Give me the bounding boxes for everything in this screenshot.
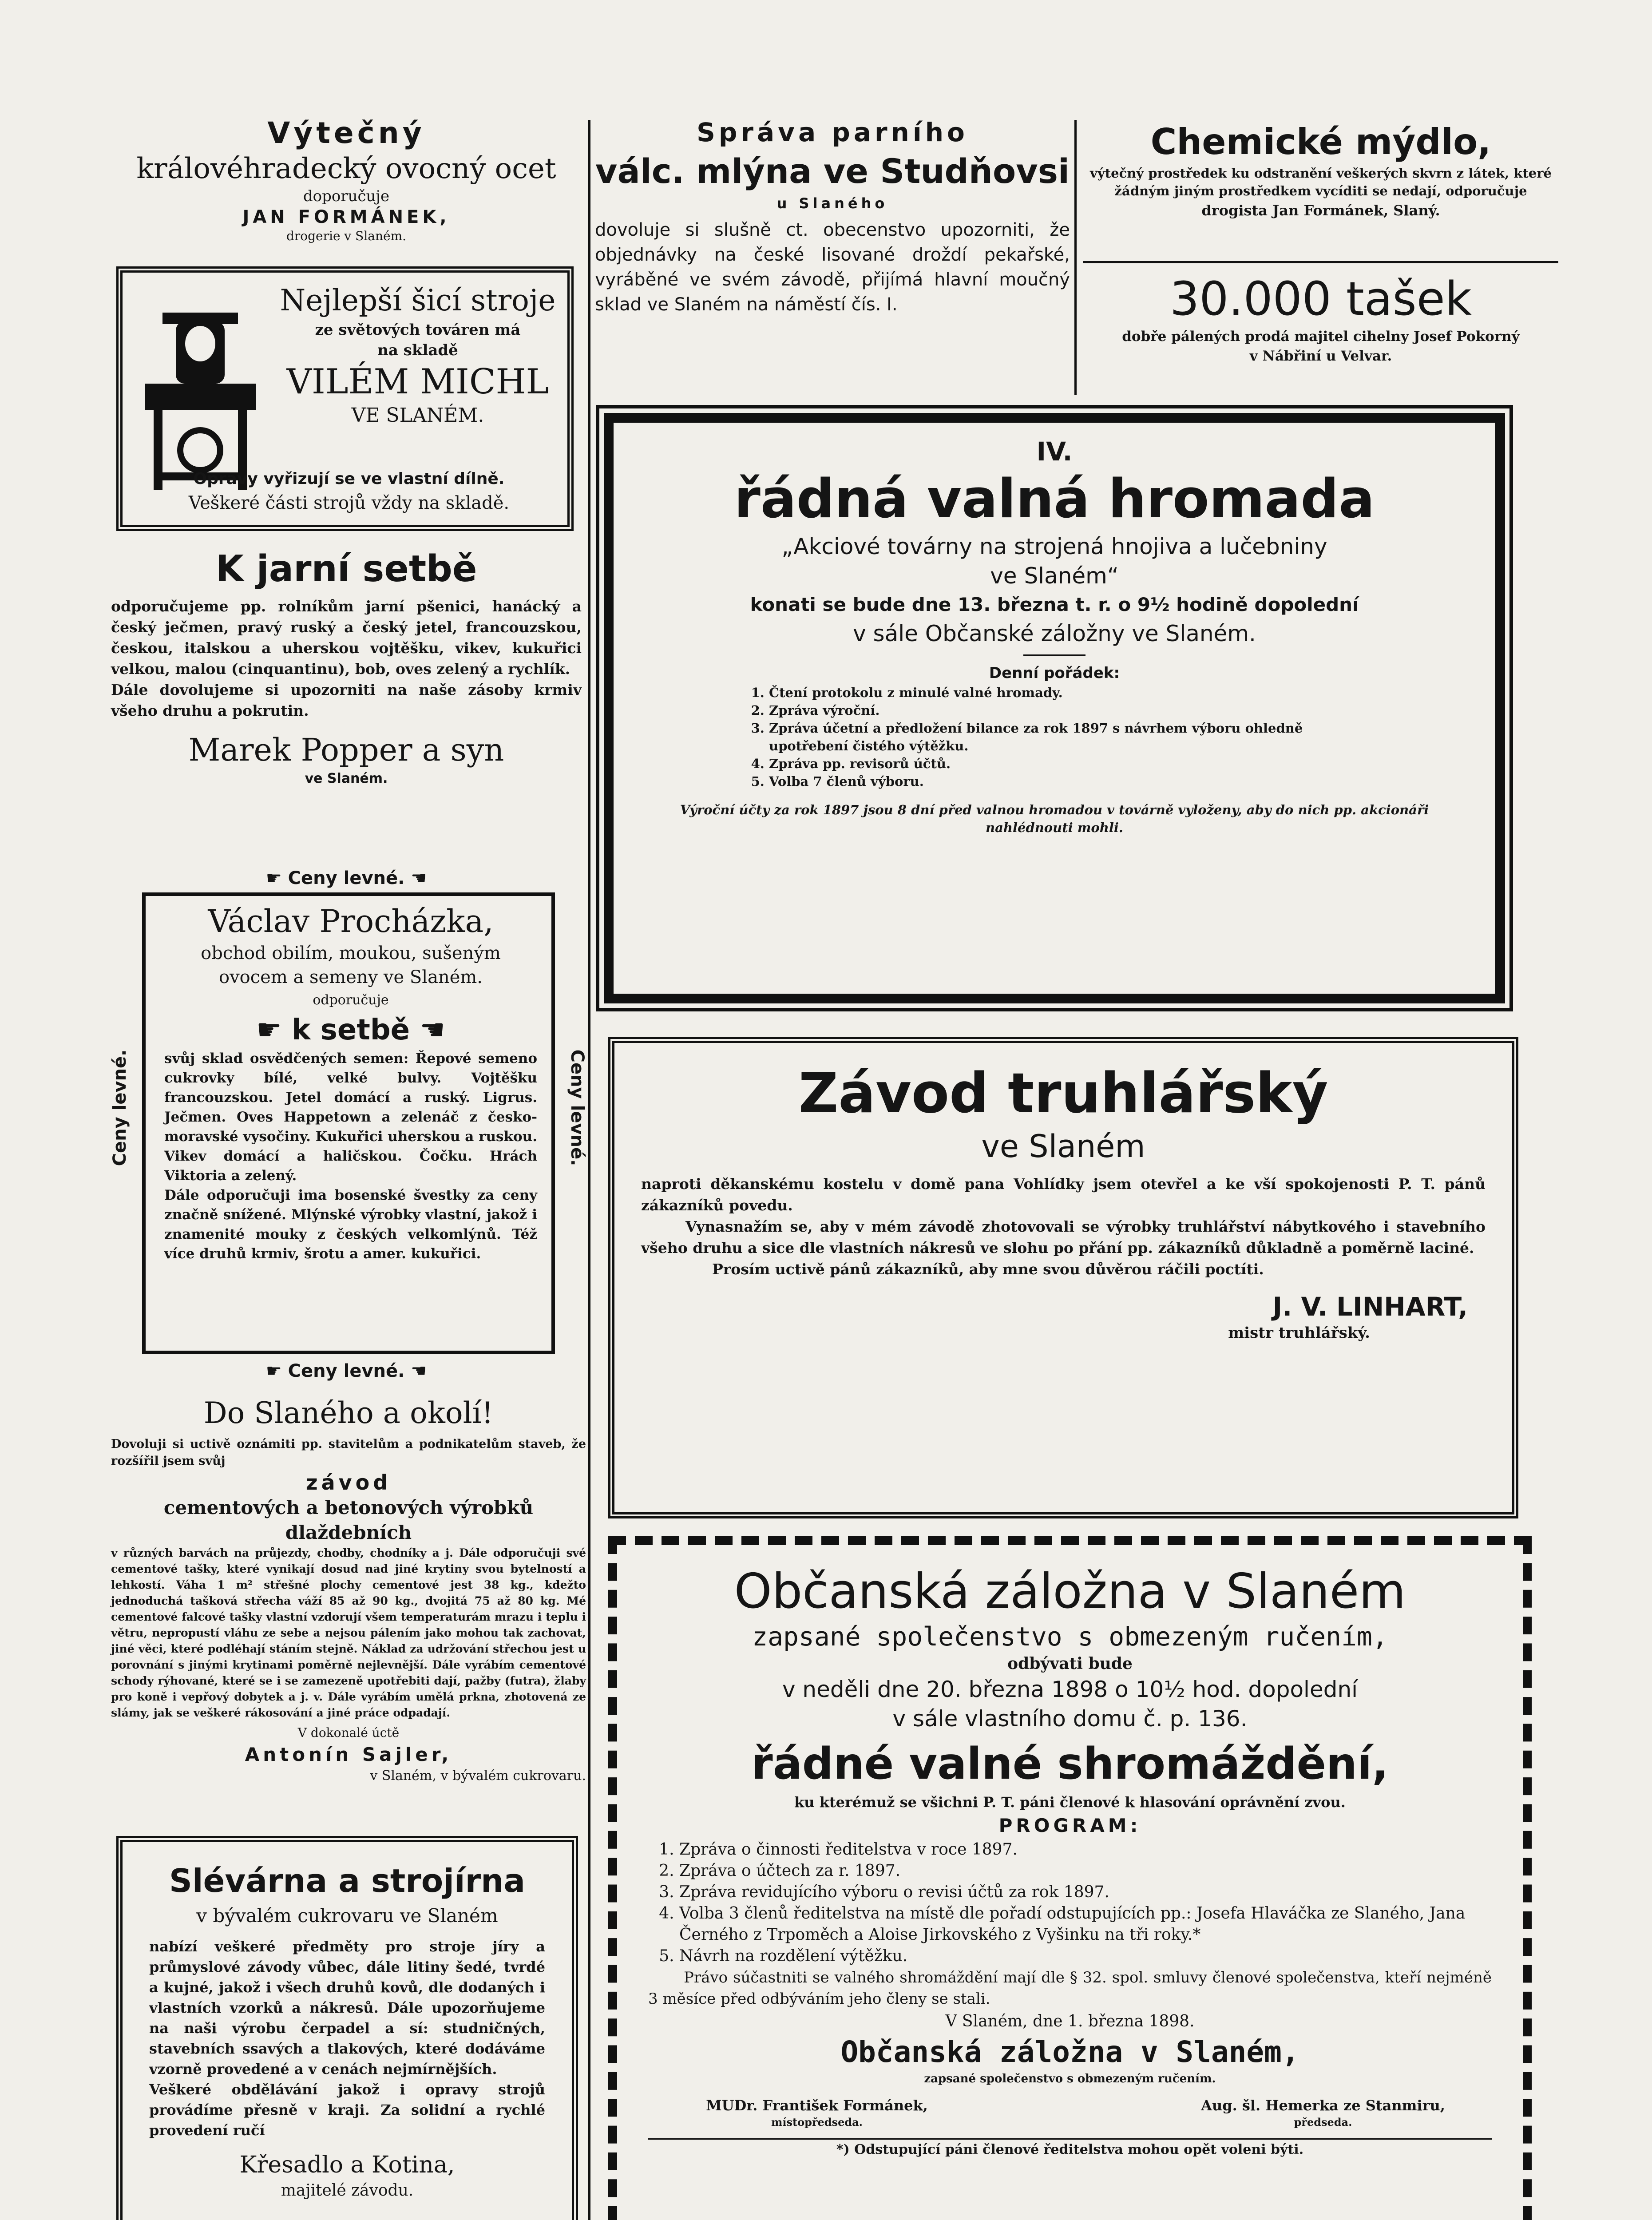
ad-vinegar-name: JAN FORMÁNEK, — [242, 207, 450, 227]
hand-pointer-icon: ☚ — [404, 868, 427, 888]
joinery-body2: Vynasnažím se, aby v mém závodě zhotovovali se výrobky truhlářství nábytkového i stavebního všeho druhu a sice dle vlastních nákresů ve slohu po přání pp. zákazníků důkladně a poměrně laciné. — [641, 1218, 1486, 1257]
sewing-parts: Veškeré části strojů vždy na skladě. — [188, 493, 510, 513]
prochazka-content — [164, 901, 537, 1264]
sewing-line2: na skladě — [377, 341, 458, 359]
column-rule — [588, 120, 590, 2220]
joinery-body3: Prosím uctivě pánů zákazníků, aby mne svou důvěrou ráčili poctíti. — [712, 1261, 1264, 1278]
ad-joinery — [608, 1037, 1518, 1518]
ad-vinegar — [107, 115, 586, 244]
bank-sub: zapsané společenstvo s obmezeným ručením, — [752, 1621, 1388, 1652]
ad-cement-works — [111, 1394, 586, 1785]
hand-pointer-icon: ☚ — [410, 1014, 445, 1047]
prochazka-recommends: odporučuje — [313, 992, 389, 1008]
ad-foundry — [116, 1836, 578, 2220]
prochazka-top-banner — [200, 866, 493, 891]
cement-title: Do Slaného a okolí! — [203, 1396, 494, 1430]
foundry-body2: Veškeré obdělávání jakož i opravy strojů provádíme přesně v kraji. Za solidní a rychlé provedení ručí — [149, 2081, 545, 2139]
ad-vinegar-subtitle: královéhradecký ovocný ocet — [136, 152, 556, 185]
bank-where: v sále vlastního domu č. p. 136. — [892, 1706, 1248, 1732]
mill-title2: válc. mlýna ve Studňovsi — [595, 151, 1070, 191]
bank-invite: ku kterémuž se všichni P. T. páni členové k hlasování oprávnění zvou. — [794, 1794, 1346, 1811]
assembly-note: Výroční účty za rok 1897 jsou 8 dní před valnou hromadou v továrně vyloženy, aby do nich pp. akcionáři nahlédnouti mohli. — [680, 802, 1429, 835]
program-item: 2. Zpráva výroční. — [769, 702, 1384, 719]
sewing-place: VE SLANÉM. — [351, 404, 484, 427]
ad-general-assembly — [604, 413, 1505, 1003]
tiles-body: dobře pálených prodá majitel cihelny Josef Pokorný — [1122, 329, 1520, 345]
program-item: 4. Volba 3 členů ředitelstva na místě dle pořadí odstupujících pp.: Josefa Hlaváčka ze Slaného, Jana Černého z Trpoměch a Aloise Jirkovského z Vyšinku na tři roky.* — [679, 1903, 1492, 1946]
cement-place: v Slaném, v bývalém cukrovaru. — [370, 1768, 586, 1784]
soap-shop: drogista Jan Formánek, Slaný. — [1201, 202, 1440, 219]
foundry-body: nabízí veškeré předměty pro stroje jíry a průmyslové závody vůbec, dále litiny šedé, tvrdé a kujné, jakož i všech druhů kovů, dle dodaných i vlastních vzorků a nákresů. Dále upozorňujeme na naši výrobu čerpadel a sí: studničných, stavebních ssavých a tlakových, které dodáváme vzorně provedené a v cenách nejmírnějších. — [149, 1938, 545, 2077]
mill-title1: Správa parního — [697, 117, 968, 147]
prochazka-sub: obchod obilím, moukou, sušeným ovocem a semeny ve Slaném. — [201, 943, 501, 987]
hand-pointer-icon: ☚ — [404, 1361, 427, 1381]
bank-left-name: MUDr. František Formánek, — [706, 2097, 928, 2114]
cement-name: Antonín Sajler, — [245, 1744, 452, 1765]
cement-intro: Dovoluji si uctivě oznámiti pp. stavitelům a podnikatelům staveb, že rozšířil jsem svůj — [111, 1437, 586, 1468]
ad-vinegar-title: Výtečný — [267, 116, 425, 150]
tiles-place: v Nábřiní u Velvar. — [1249, 348, 1392, 364]
ad-vinegar-shop: drogerie v Slaném. — [286, 229, 407, 243]
prochazka-banner-text: Ceny levné. — [288, 868, 405, 888]
prochazka-side-right: Ceny levné. — [567, 1049, 587, 1166]
program-item: 5. Volba 7 členů výboru. — [769, 773, 1384, 790]
bank-holds: odbývati bude — [1007, 1654, 1133, 1673]
spring-body2: Dále dovolujeme si upozorniti na naše zásoby krmiv všeho druhu a pokrutin. — [111, 681, 582, 719]
bank-footnote: *) Odstupující páni členové ředitelstva mohou opět voleni býti. — [836, 2142, 1304, 2157]
joinery-place: ve Slaném — [981, 1128, 1145, 1165]
prochazka-body: svůj sklad osvědčených semen: Řepové semeno cukrovky bílé, velké bulvy. Vojtěšku francouzskou. Jetel domácí a ruský. Ligrus. Ječmen. Oves Happetown a zelenáč z česko-moravské vysočiny. Kukuřici uherskou a ruskou. Vikev domácí a haličskou. Čočku. Hrách Viktoria a zelený. — [164, 1051, 537, 1184]
cement-zavod: závod — [305, 1471, 392, 1495]
soap-title: Chemické mýdlo, — [1150, 121, 1491, 163]
foundry-owners: majitelé závodu. — [281, 2181, 414, 2200]
prochazka-name: Václav Procházka, — [208, 903, 494, 940]
sewing-repairs: Opravy vyřizují se ve vlastní dílně. — [193, 470, 505, 488]
bank-program-title: PROGRAM: — [998, 1815, 1141, 1836]
hand-pointer-icon: ☛ — [265, 868, 288, 888]
bank-title: Občanská záložna v Slaném — [734, 1564, 1406, 1619]
joinery-title: Závod truhlářský — [798, 1062, 1328, 1126]
assembly-program-list — [636, 684, 1473, 790]
bank-meeting: řádné valné shromáždění, — [751, 1739, 1389, 1789]
bank-left-role: místopředseda. — [771, 2116, 863, 2129]
bank-signatories — [648, 2096, 1492, 2129]
hand-pointer-icon: ☛ — [256, 1014, 292, 1047]
bank-date: V Slaném, dne 1. března 1898. — [945, 2012, 1195, 2030]
program-item: 1. Čtení protokolu z minulé valné hromady. — [769, 684, 1384, 702]
cement-body: v různých barvách na průjezdy, chodby, chodníky a j. Dále odporučuji své cementové tašky, které vynikají dosud nad jiné krytiny svou bytelností a lehkostí. Váha 1 m² střešné plochy cementové jest 38 kg., kdežto jednoduchá tašková střecha váží 85 až 90 kg., dvojitá 75 až 80 kg. Mé cementové falcové tašky vlastní vzdorují všem temperaturám mrazu i teplu i větru, nepropustí vláhu ze sebe a nejsou pálením jako mohou tak zachovat, jiné věci, které podléhají stáním stejně. Náklad za udržování střechou jest u porovnání s jinými krytinami poměrně nejlevnější. Dále vyrábím cementové schody rýhované, které se i se zamezeně upotřebiti dají, pažby (futra), žlaby pro koně i vepřový dobytek a j. v. Dále vyrábím umělá prkna, zhotovená ze slámy, jak se veškeré rákosování a jiné práce odpadají. — [111, 1546, 586, 1719]
bank-signature: Občanská záložna v Slaném, — [840, 2035, 1299, 2069]
assembly-company2: ve Slaném“ — [990, 563, 1119, 589]
sewing-text — [269, 281, 567, 428]
sewing-title: Nejlepší šicí stroje — [280, 283, 556, 317]
assembly-roman: IV. — [1036, 436, 1073, 467]
foundry-sub: v bývalém cukrovaru ve Slaném — [196, 1905, 498, 1927]
sewing-line1: ze světových továren má — [315, 321, 521, 339]
spring-title: K jarní setbě — [215, 548, 477, 590]
column-rule — [1074, 120, 1077, 395]
prochazka-setbe — [164, 1011, 537, 1049]
bank-when: v neděli dne 20. března 1898 o 10½ hod. dopolední — [782, 1677, 1358, 1702]
joinery-body: naproti děkanskému kostelu v domě pana Vohlídky jsem otevřel a ke vší spokojenosti P. T. pánů zákazníků povedu. — [641, 1175, 1486, 1214]
bank-left-signatory — [648, 2096, 986, 2129]
ad-prochazka — [111, 866, 586, 1390]
tiles-title: 30.000 tašek — [1170, 272, 1472, 326]
bank-right: Právo súčastniti se valného shromáždění mají dle § 32. spol. smluvy členové společenstva, kteří nejméně 3 měsíce před odbýváním jeho členy se stali. — [648, 1969, 1492, 2008]
sewing-name: VILÉM MICHL — [286, 362, 549, 402]
assembly-title: řádná valná hromada — [734, 468, 1375, 530]
bank-right-name: Aug. šl. Hemerka ze Stanmiru, — [1201, 2097, 1445, 2114]
ad-chemical-soap — [1083, 120, 1558, 221]
divider — [1083, 261, 1558, 263]
foundry-name: Křesadlo a Kotina, — [239, 2152, 455, 2178]
prochazka-side-left: Ceny levné. — [110, 1049, 130, 1166]
prochazka-body2: Dále odporučuji ima bosenské švestky za ceny značně snížené. Mlýnské výrobky vlastní, jakož i znamenité mouky z českých velkomlýnů. Též více druhů krmiv, šrotu a amer. kukuřici. — [164, 1187, 537, 1262]
bank-right-signatory — [1154, 2096, 1492, 2129]
program-item: 3. Zpráva účetní a předložení bilance za rok 1897 s návrhem výboru ohledně upotřebení čistého výtěžku. — [769, 719, 1384, 755]
ad-vinegar-recommends: doporučuje — [303, 187, 390, 205]
joinery-title2: mistr truhlářský. — [1228, 1324, 1370, 1342]
mill-place: u Slaného — [776, 195, 888, 212]
ad-sewing-machines — [116, 266, 574, 531]
foundry-title: Slévárna a strojírna — [169, 1862, 525, 1899]
sewing-machine-illustration — [136, 304, 265, 495]
divider — [1023, 654, 1085, 656]
spring-body: odporučujeme pp. rolníkům jarní pšenici, hanácký a český ječmen, pravý ruský a český jetel, francouzskou, českou, italskou a uherskou vojtěšku, vikev, kukuřici velkou, malou (cinquantinu), bob, oves zelený a rychlík. — [111, 598, 582, 678]
ad-roof-tiles — [1083, 271, 1558, 366]
spring-name: Marek Popper a syn — [188, 732, 504, 768]
program-item: 5. Návrh na rozdělení výtěžku. — [679, 1946, 1492, 1967]
assembly-when: konati se bude dne 13. března t. r. o 9½ hodině dopolední — [750, 594, 1359, 615]
ad-spring-sowing — [111, 546, 582, 788]
program-item: 3. Zpráva revidujícího výboru o revisi účtů za rok 1897. — [679, 1882, 1492, 1903]
assembly-where: v sále Občanské záložny ve Slaném. — [853, 621, 1256, 646]
soap-body: výtečný prostředek ku odstranění veškerých skvrn z látek, které žádným jiným prostředkem vycíditi se nedají, odporučuje — [1090, 166, 1552, 198]
prochazka-setbe-text: k setbě — [291, 1014, 410, 1047]
assembly-company: „Akciové továrny na strojená hnojiva a lučebniny — [781, 534, 1327, 559]
ad-steam-mill — [595, 115, 1070, 317]
bank-right-role: předseda. — [1294, 2116, 1352, 2129]
joinery-name: J. V. LINHART, — [1272, 1292, 1468, 1322]
program-item: 4. Zpráva pp. revisorů účtů. — [769, 755, 1384, 773]
prochazka-banner-text-bottom: Ceny levné. — [288, 1361, 405, 1381]
prochazka-bottom-banner — [200, 1359, 493, 1384]
program-item: 2. Zpráva o účtech za r. 1897. — [679, 1860, 1492, 1882]
bank-signature-sub: zapsané společenstvo s obmezeným ručením. — [924, 2072, 1216, 2085]
bank-program-list — [648, 1839, 1492, 1967]
hand-pointer-icon: ☛ — [265, 1361, 288, 1381]
cement-respect: V dokonalé úctě — [297, 1725, 400, 1740]
mill-body: dovoluje si slušně ct. obecenstvo upozorniti, že objednávky na české lisované droždí pekařské, vyráběné ve svém závodě, přijímá hlavní moučný sklad ve Slaném na náměstí čís. I. — [595, 220, 1070, 315]
spring-place: ve Slaném. — [305, 771, 388, 786]
program-item: 1. Zpráva o činnosti ředitelstva v roce 1897. — [679, 1839, 1492, 1860]
cement-line: cementových a betonových výrobků dlaždebních — [163, 1497, 534, 1543]
assembly-program-title: Denní pořádek: — [989, 664, 1120, 682]
ad-savings-bank — [608, 1536, 1532, 2220]
